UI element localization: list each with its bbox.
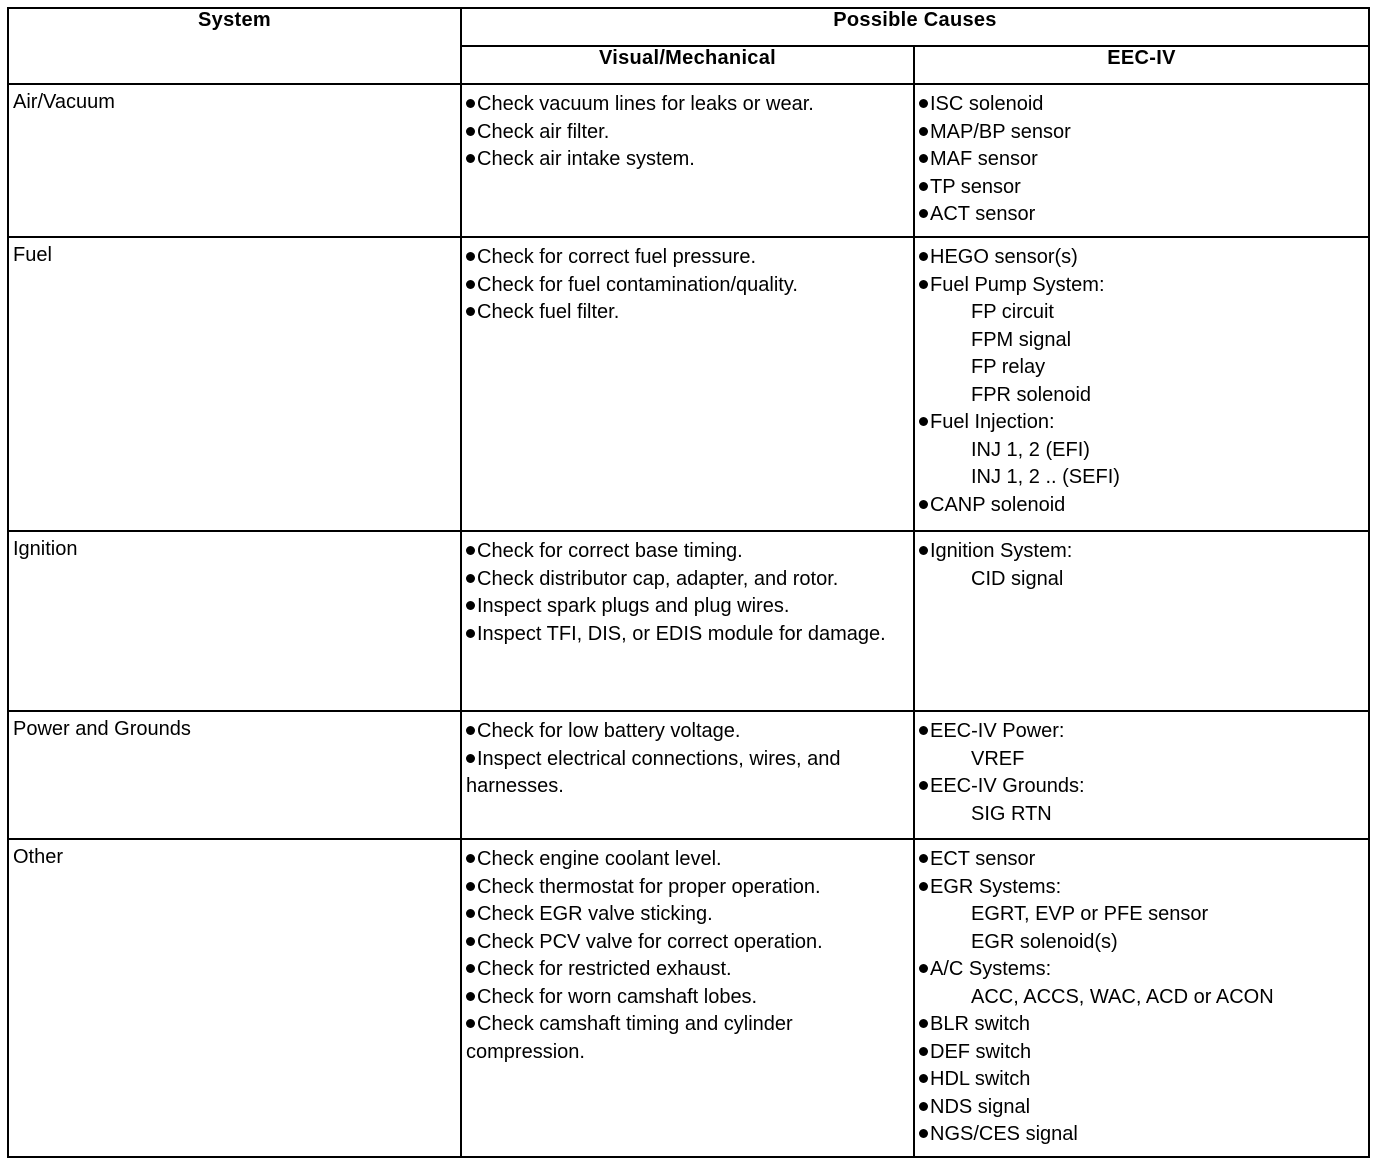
bullet-icon <box>466 882 475 891</box>
bullet-icon <box>466 252 475 261</box>
list-item <box>919 1121 1364 1149</box>
bullet-icon <box>919 182 928 191</box>
visual-mechanical-cell <box>461 711 914 839</box>
list-item-text: Inspect TFI, DIS, or EDIS module for damage. <box>477 622 886 645</box>
list-item <box>919 174 1364 202</box>
visual-mechanical-cell <box>461 531 914 711</box>
bullet-icon <box>466 937 475 946</box>
list-item-text: MAF sensor <box>930 148 1038 170</box>
system-cell: Air/Vacuum <box>8 84 461 237</box>
bullet-icon <box>466 629 475 638</box>
list-item-text: INJ 1, 2 (EFI) <box>971 438 1090 461</box>
eec-component-list <box>915 238 1368 523</box>
list-item <box>919 901 1364 929</box>
eec-component-list <box>915 840 1368 1153</box>
list-item <box>466 956 909 984</box>
list-item-text: Check thermostat for proper operation. <box>477 875 821 898</box>
eec-iv-cell <box>914 531 1369 711</box>
eec-iv-cell <box>914 84 1369 237</box>
list-item-text: Check for low battery voltage. <box>477 720 741 742</box>
table-row <box>8 237 1369 531</box>
list-item-text: A/C Systems: <box>930 958 1052 980</box>
bullet-icon <box>466 909 475 918</box>
bullet-icon <box>466 601 475 610</box>
bullet-icon <box>919 726 928 735</box>
list-item-text: SIG RTN <box>971 802 1052 825</box>
list-item <box>466 538 909 566</box>
list-item-text: ISC solenoid <box>930 93 1044 115</box>
eec-iv-cell <box>914 237 1369 531</box>
bullet-icon <box>919 417 928 426</box>
bullet-icon <box>919 209 928 218</box>
bullet-icon <box>466 726 475 735</box>
list-item <box>919 299 1364 327</box>
bullet-icon <box>919 854 928 863</box>
list-item <box>466 272 909 300</box>
list-item <box>919 437 1364 465</box>
bullet-icon <box>466 546 475 555</box>
list-item-text: Check for fuel contamination/quality. <box>477 273 798 296</box>
list-item-text: NDS signal <box>930 1095 1031 1118</box>
list-item <box>466 593 909 621</box>
bullet-icon <box>466 964 475 973</box>
list-item-text: EEC-IV Power: <box>930 720 1065 742</box>
list-item-text: Fuel Pump System: <box>930 273 1105 296</box>
list-item <box>919 956 1364 984</box>
list-item-text: Check air intake system. <box>477 148 695 170</box>
list-item-text: Check EGR valve sticking. <box>477 903 713 925</box>
list-item <box>466 929 909 957</box>
bullet-icon <box>466 280 475 289</box>
list-item <box>919 718 1364 746</box>
bullet-icon <box>919 1019 928 1028</box>
bullet-icon <box>919 781 928 790</box>
bullet-icon <box>919 546 928 555</box>
table-row <box>8 839 1369 1157</box>
visual-check-list <box>462 85 913 178</box>
list-item <box>919 119 1364 147</box>
bullet-icon <box>466 307 475 316</box>
list-item-text: Check air filter. <box>477 120 610 143</box>
list-item-text: EGR Systems: <box>930 875 1062 898</box>
list-item <box>466 874 909 902</box>
list-item-text: HDL switch <box>930 1068 1031 1090</box>
list-item-text: Fuel Injection: <box>930 411 1055 433</box>
system-cell: Fuel <box>8 237 461 531</box>
list-item-text: Check distributor cap, adapter, and rotor. <box>477 567 839 590</box>
list-item-text: Check for worn camshaft lobes. <box>477 985 758 1008</box>
system-column-header <box>8 8 461 84</box>
list-item <box>919 538 1364 566</box>
eec-iv-cell <box>914 839 1369 1157</box>
list-item <box>919 244 1364 272</box>
eec-iv-cell <box>914 711 1369 839</box>
list-item-text: HEGO sensor(s) <box>930 246 1078 268</box>
list-item-text: FPM signal <box>971 328 1072 351</box>
list-item <box>466 718 909 746</box>
list-item <box>919 354 1364 382</box>
bullet-icon <box>466 854 475 863</box>
bullet-icon <box>919 882 928 891</box>
list-item <box>919 801 1364 829</box>
system-header-label: System <box>198 9 271 31</box>
bullet-icon <box>919 1047 928 1056</box>
list-item <box>919 492 1364 520</box>
system-cell: Other <box>8 839 461 1157</box>
list-item-text: FPR solenoid <box>971 383 1092 406</box>
bullet-icon <box>919 127 928 136</box>
list-item <box>919 929 1364 957</box>
bullet-icon <box>466 754 475 763</box>
list-item <box>466 91 909 119</box>
list-item <box>919 409 1364 437</box>
list-item-text: BLR switch <box>930 1013 1031 1035</box>
list-item <box>919 272 1364 300</box>
table-row <box>8 531 1369 711</box>
bullet-icon <box>919 252 928 261</box>
bullet-icon <box>919 964 928 973</box>
possible-causes-header: Possible Causes <box>461 8 1369 46</box>
list-item-text: Check camshaft timing and cylinder compression. <box>466 1013 793 1063</box>
list-item <box>919 984 1364 1012</box>
system-cell: Power and Grounds <box>8 711 461 839</box>
bullet-icon <box>919 154 928 163</box>
list-item-text: CID signal <box>971 567 1064 590</box>
bullet-icon <box>919 280 928 289</box>
visual-check-list <box>462 532 913 652</box>
list-item-text: MAP/BP sensor <box>930 120 1071 143</box>
visual-mechanical-cell <box>461 237 914 531</box>
table-body <box>8 84 1369 1157</box>
list-item <box>466 901 909 929</box>
list-item-text: EGRT, EVP or PFE sensor <box>971 903 1209 925</box>
bullet-icon <box>466 127 475 136</box>
list-item <box>919 566 1364 594</box>
list-item <box>919 1094 1364 1122</box>
list-item <box>919 1039 1364 1067</box>
list-item <box>919 846 1364 874</box>
bullet-icon <box>919 1074 928 1083</box>
bullet-icon <box>466 574 475 583</box>
list-item <box>919 874 1364 902</box>
list-item-text: Check for correct fuel pressure. <box>477 246 756 268</box>
visual-mechanical-header: Visual/Mechanical <box>461 46 914 84</box>
list-item-text: Check vacuum lines for leaks or wear. <box>477 93 814 115</box>
list-item-text: INJ 1, 2 .. (SEFI) <box>971 466 1120 488</box>
list-item-text: EGR solenoid(s) <box>971 930 1118 953</box>
bullet-icon <box>466 154 475 163</box>
eec-component-list <box>915 532 1368 597</box>
list-item-text: FP relay <box>971 356 1046 378</box>
list-item <box>466 299 909 327</box>
list-item-text: Inspect electrical connections, wires, and harnesses. <box>466 747 841 797</box>
eec-component-list <box>915 712 1368 832</box>
list-item <box>466 566 909 594</box>
list-item <box>919 1066 1364 1094</box>
list-item-text: Check for correct base timing. <box>477 540 743 562</box>
list-item <box>919 91 1364 119</box>
visual-mechanical-cell <box>461 84 914 237</box>
visual-check-list <box>462 712 913 805</box>
list-item-text: NGS/CES signal <box>930 1123 1078 1145</box>
list-item <box>919 746 1364 774</box>
list-item-text: VREF <box>971 747 1025 770</box>
system-cell: Ignition <box>8 531 461 711</box>
list-item-text: Check fuel filter. <box>477 301 620 323</box>
list-item-text: Inspect spark plugs and plug wires. <box>477 595 790 617</box>
table-row <box>8 711 1369 839</box>
list-item <box>466 746 909 801</box>
bullet-icon <box>466 992 475 1001</box>
list-item-text: ECT sensor <box>930 848 1036 870</box>
list-item-text: TP sensor <box>930 175 1021 198</box>
list-item <box>919 382 1364 410</box>
list-item <box>919 327 1364 355</box>
bullet-icon <box>919 1102 928 1111</box>
list-item <box>466 244 909 272</box>
list-item-text: CANP solenoid <box>930 493 1066 516</box>
list-item <box>466 846 909 874</box>
list-item-text: ACC, ACCS, WAC, ACD or ACON <box>971 985 1274 1008</box>
visual-check-list <box>462 238 913 331</box>
list-item <box>919 1011 1364 1039</box>
list-item-text: EEC-IV Grounds: <box>930 775 1085 797</box>
eec-component-list <box>915 85 1368 233</box>
list-item-text: Check PCV valve for correct operation. <box>477 930 823 953</box>
list-item <box>466 621 909 649</box>
bullet-icon <box>466 99 475 108</box>
list-item-text: Check for restricted exhaust. <box>477 958 732 980</box>
diagnostic-table <box>7 7 1370 1158</box>
visual-check-list <box>462 840 913 1070</box>
eec-iv-header: EEC-IV <box>914 46 1369 84</box>
list-item-text: ACT sensor <box>930 203 1036 225</box>
list-item <box>466 119 909 147</box>
bullet-icon <box>919 99 928 108</box>
list-item-text: DEF switch <box>930 1040 1032 1063</box>
list-item <box>466 1011 909 1066</box>
bullet-icon <box>919 1129 928 1138</box>
list-item-text: FP circuit <box>971 301 1054 323</box>
list-item <box>466 984 909 1012</box>
list-item <box>919 146 1364 174</box>
list-item <box>919 201 1364 229</box>
visual-mechanical-cell <box>461 839 914 1157</box>
list-item-text: Check engine coolant level. <box>477 848 722 870</box>
list-item <box>919 773 1364 801</box>
list-item <box>466 146 909 174</box>
bullet-icon <box>466 1019 475 1028</box>
list-item-text: Ignition System: <box>930 540 1073 562</box>
list-item <box>919 464 1364 492</box>
table-row <box>8 84 1369 237</box>
bullet-icon <box>919 500 928 509</box>
